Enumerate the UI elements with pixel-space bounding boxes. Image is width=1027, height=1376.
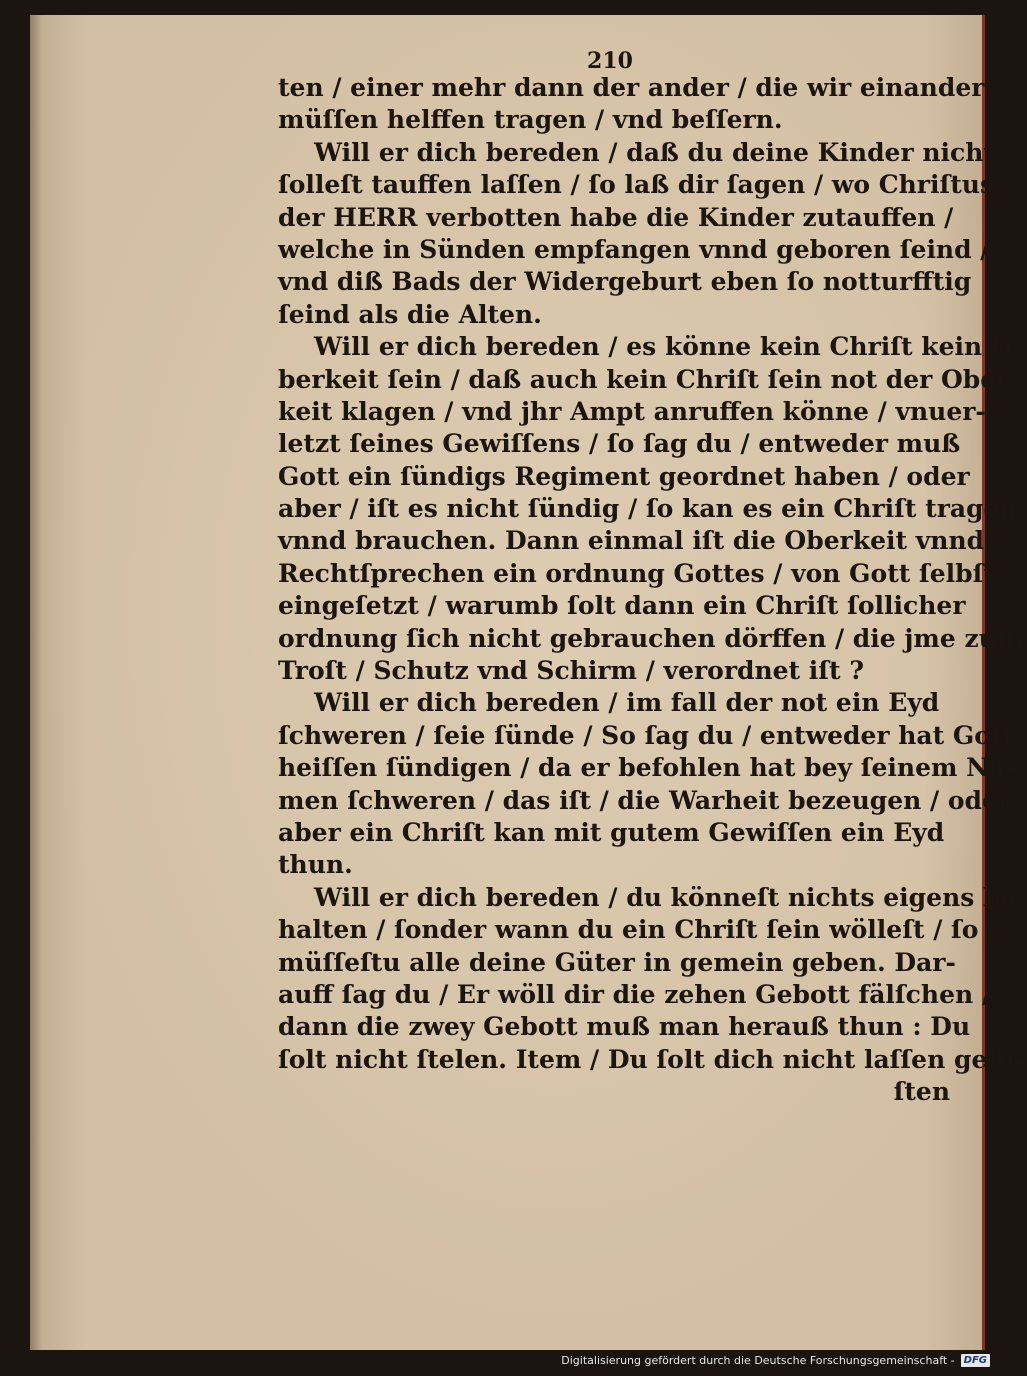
text-line: ordnung ſich nicht gebrauchen dörffen / die jme zum	[278, 623, 1024, 653]
text-line: Rechtſprechen ein ordnung Gottes / von Gott ſelbſt	[278, 558, 995, 588]
text-line: ſchweren / ſeie ſünde / So ſag du / entweder hat Gott	[278, 720, 1014, 750]
text-line: aber / iſt es nicht ſündig / ſo kan es ein Chriſt tragen	[278, 494, 1018, 524]
catchword: ſten	[893, 1077, 950, 1107]
text-line: vnd diß Bads der Widergeburt eben ſo notturfftig	[278, 267, 972, 297]
text-line: men ſchweren / das iſt / die Warheit bezeugen / oder	[278, 785, 1012, 815]
text-line: Troſt / Schutz vnd Schirm / verordnet iſt ?	[278, 656, 864, 686]
text-line: Will er dich bereden / du könneſt nichts eigens be-	[314, 882, 1027, 912]
text-line: thun.	[278, 850, 353, 880]
footer-credit	[561, 1350, 990, 1370]
text-line: eingeſetzt / warumb ſolt dann ein Chriſt ſollicher	[278, 591, 966, 621]
page-gutter-shadow	[30, 15, 42, 1350]
text-line: aber ein Chriſt kan mit gutem Gewiſſen ein Eyd	[278, 817, 945, 847]
text-line: der HERR verbotten habe die Kinder zutauffen /	[278, 202, 954, 232]
text-line: dann die zwey Gebott muß man herauß thun : Du	[278, 1012, 971, 1042]
text-line: Will er dich bereden / im fall der not ein Eyd	[314, 688, 940, 718]
text-line: welche in Sünden empfangen vnnd geboren ſeind /	[278, 234, 990, 264]
text-line: Will er dich bereden / es könne kein Chriſt kein O-	[314, 332, 1024, 362]
text-line: vnnd brauchen. Dann einmal iſt die Oberkeit vnnd	[278, 526, 985, 556]
text-line: Will er dich bereden / daß du deine Kinder nicht	[314, 137, 995, 167]
text-line: Gott ein ſündigs Regiment geordnet haben / oder	[278, 461, 970, 491]
text-line: müſſeſtu alle deine Güter in gemein geben. Dar-	[278, 947, 956, 977]
text-line: ten / einer mehr dann der ander / die wir einander	[278, 73, 985, 102]
body-text	[278, 72, 1027, 1109]
text-line: ſolt nicht ſtelen. Item / Du ſolt dich nicht laſſen gelü-	[278, 1044, 1026, 1074]
text-line: ſolleſt tauffen laſſen / ſo laß dir ſagen / wo Chriſtus	[278, 170, 995, 200]
text-line: ſeind als die Alten.	[278, 299, 542, 329]
text-line: auff ſag du / Er wöll dir die zehen Gebott fälſchen /	[278, 979, 991, 1009]
text-line: keit klagen / vnd jhr Ampt anruffen könne / vnuer-	[278, 396, 986, 426]
dfg-logo: DFG	[961, 1354, 990, 1367]
page-number: 210	[587, 48, 633, 74]
footer-credit-text: Digitalisierung gefördert durch die Deutsche Forschungsgemeinschaft -	[561, 1353, 955, 1367]
text-line: müſſen helffen tragen / vnd beſſern.	[278, 105, 783, 135]
text-line: letzt ſeines Gewiſſens / ſo ſag du / entweder muß	[278, 429, 961, 459]
text-line: berkeit ſein / daß auch kein Chriſt ſein not der Ober-	[278, 364, 1020, 394]
text-line: halten / ſonder wann du ein Chriſt ſein wölleſt / ſo	[278, 915, 979, 945]
text-line: heiſſen ſündigen / da er befohlen hat bey ſeinem Na-	[278, 753, 1016, 783]
